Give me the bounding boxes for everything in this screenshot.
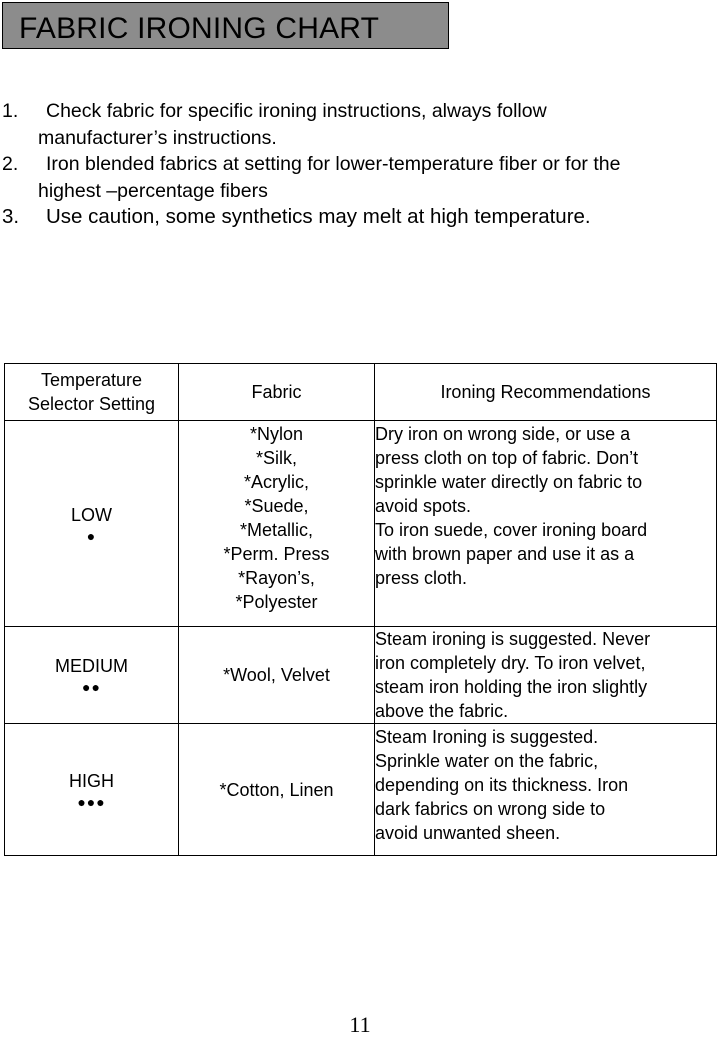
temperature-dots-icon: ●●● — [77, 793, 106, 810]
recommendation-line: avoid unwanted sheen. — [375, 823, 561, 843]
instruction-item — [0, 204, 720, 231]
recommendation-line: avoid spots. — [375, 496, 472, 516]
instruction-item — [0, 151, 720, 204]
recommendation-line: dark fabrics on wrong side to — [375, 799, 606, 819]
fabric-item: *Suede, — [244, 496, 309, 516]
recommendation-line: Steam Ironing is suggested. — [375, 727, 599, 747]
recommendation-line: press cloth on top of fabric. Don’t — [375, 448, 639, 468]
recommendation-line: above the fabric. — [375, 701, 509, 721]
instruction-number: 3. — [2, 205, 20, 228]
ironing-chart-table — [4, 363, 717, 856]
setting-label: LOW — [70, 504, 112, 525]
recommendation-cell — [375, 421, 717, 627]
header-line: Temperature — [40, 370, 143, 390]
table-row — [5, 421, 717, 627]
recommendation-line: steam iron holding the iron slightly — [375, 677, 648, 697]
temperature-dots-icon: ●● — [82, 679, 101, 695]
instructions-list — [0, 98, 720, 231]
setting-label: HIGH — [69, 770, 114, 791]
instruction-number: 2. — [2, 153, 19, 175]
instruction-line: manufacturer’s instructions. — [38, 126, 277, 149]
header-ironing-recommendations: Ironing Recommendations — [375, 364, 717, 421]
fabric-item: *Nylon — [249, 424, 304, 444]
recommendation-line: sprinkle water directly on fabric to — [375, 472, 643, 492]
setting-cell — [5, 724, 179, 856]
recommendation-cell — [375, 627, 717, 724]
fabric-cell — [179, 421, 375, 627]
setting-cell — [5, 421, 179, 627]
recommendation-cell — [375, 724, 717, 856]
recommendation-line: To iron suede, cover ironing board — [375, 520, 648, 540]
recommendation-line: Dry iron on wrong side, or use a — [375, 424, 631, 444]
fabric-item: *Cotton, Linen — [219, 779, 334, 800]
recommendation-line: Steam ironing is suggested. Never — [375, 629, 651, 649]
instruction-line: Iron blended fabrics at setting for lower-temperature fiber or for the — [46, 153, 621, 175]
recommendation-line: with brown paper and use it as a — [375, 544, 635, 564]
chart-title-box — [2, 2, 449, 49]
recommendation-line: Sprinkle water on the fabric, — [375, 751, 599, 771]
recommendation-line: press cloth. — [375, 568, 468, 588]
setting-label: MEDIUM — [55, 656, 128, 676]
fabric-cell — [179, 627, 375, 724]
table-header-row — [5, 364, 717, 421]
header-line: Selector Setting — [27, 394, 156, 414]
instruction-number: 1. — [2, 100, 19, 122]
page-number: 11 — [349, 1012, 371, 1037]
header-temperature-setting — [5, 364, 179, 421]
fabric-item: *Wool, Velvet — [223, 665, 330, 685]
instruction-line: Check fabric for specific ironing instructions, always follow — [46, 100, 547, 122]
header-fabric: Fabric — [179, 364, 375, 421]
fabric-item: *Perm. Press — [223, 544, 330, 564]
instruction-item — [0, 98, 720, 151]
fabric-cell — [179, 724, 375, 856]
recommendation-line: depending on its thickness. Iron — [375, 775, 629, 795]
setting-cell — [5, 627, 179, 724]
fabric-item: *Silk, — [255, 448, 297, 468]
fabric-item: *Acrylic, — [243, 472, 309, 492]
recommendation-line: iron completely dry. To iron velvet, — [375, 653, 646, 673]
table-row — [5, 627, 717, 724]
instruction-line: Use caution, some synthetics may melt at high temperature. — [46, 205, 591, 228]
fabric-item: *Metallic, — [239, 520, 314, 540]
temperature-dots-icon: ● — [86, 527, 97, 544]
instruction-line: highest –percentage fibers — [38, 179, 268, 202]
page-title: FABRIC IRONING CHART — [19, 12, 380, 45]
fabric-item: *Polyester — [235, 592, 318, 612]
fabric-item: *Rayon’s, — [238, 568, 315, 588]
table-row — [5, 724, 717, 856]
